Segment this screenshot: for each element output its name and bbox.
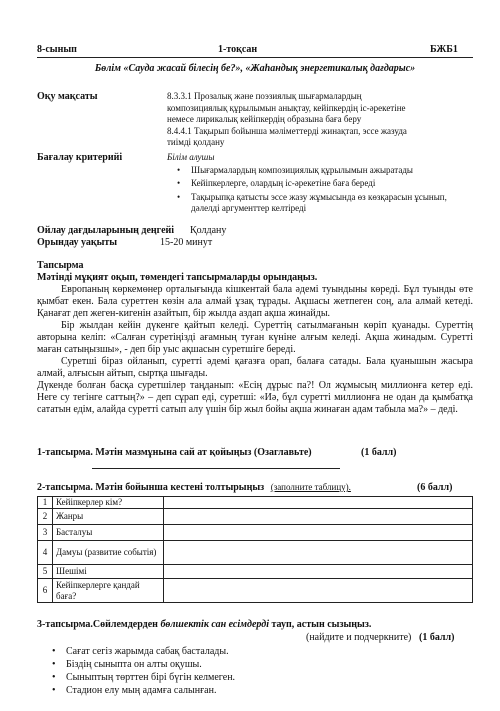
task2-table [37,496,473,603]
story-paragraph: Бір жылдан кейін дүкенге қайтып келеді. Суреттің сатылмағанын көріп қуанады. Суреттің авторына келіп: «Салған суретіңізді ағамның туған күніне алғым келеді. Ақша жинадым. Суретті маған сатыңызшы», - деп бір уыс ақшасын суретшіге береді. [37,320,473,355]
story-paragraph: Европаның көркемөнер орталығында кішкентай бала әдемі туындыны көреді. Бұл туынды өте қымбат екен. Бала суреттен көзін ала алмай ұзақ тұрады. Ақшасы жетпеген соң, ала алмай кетеді. Қанағат деп жеген-кигенін азайтып, бір жылда аздап ақша жинайды. [37,284,473,319]
row-number: 2 [38,509,53,525]
criteria-label: Бағалау критерийі [37,152,123,163]
task3-heading [37,619,371,631]
answer-cell[interactable] [164,565,473,579]
objectives-text [167,91,477,149]
criteria-item: • Тақырыпқа қатысты эссе жазу жұмысында өз көзқарасын ұсынып, дәлелді аргументтер келтіреді [177,192,477,215]
table-row [38,579,473,603]
sentence-item[interactable]: • Стадион елу мың адамға салынған. [52,685,452,697]
task2-subtext: (заполните таблицу). [270,482,351,492]
thinking-level-label: Ойлау дағдыларының деңгейі [37,225,175,236]
quarter-label: 1-тоқсан [218,44,258,55]
sentence-item[interactable]: • Сыныптың төрттен бірі бүгін келмеген. [52,672,452,684]
task3-points: (1 балл) [419,632,455,643]
answer-cell[interactable] [164,509,473,525]
criteria-list [177,165,477,215]
row-number: 1 [38,497,53,509]
task1-answer-line[interactable] [92,468,340,469]
row-question: Дамуы (развитие событія) [53,541,164,565]
table-row [38,565,473,579]
section-title: Бөлім «Сауда жасай білесің бе?», «Жаһандық энергетикалық дағдарыс» [94,63,416,74]
objective-line: 8.4.4.1 Тақырып бойынша мәліметтерді жинақтап, эссе жазуда [167,125,407,136]
task3-text-rest: тауп, астын сызыңыз. [269,619,372,630]
duration-value: 15-20 минут [160,237,213,248]
row-question: Жанры [53,509,164,525]
row-question: Кейіпкерлерге қандай баға? [53,579,164,603]
task3-text: 3-тапсырма.Сөйлемдерден [37,619,161,630]
answer-cell[interactable] [164,579,473,603]
criteria-item: • Кейіпкерлерге, олардың іс-әрекетіне баға береді [177,178,477,190]
row-question: Шешімі [53,565,164,579]
objective-line: 8.3.3.1 Прозалық және поэзиялық шығармалардың [167,91,362,101]
grade-label: 8-сынып [37,44,77,55]
row-number: 6 [38,579,53,603]
task2-points: (6 балл) [417,482,453,493]
task3-ru-instruction: (найдите и подчеркните) [306,632,412,643]
task-heading: Тапсырма [37,260,84,271]
row-number: 3 [38,525,53,541]
table-row [38,525,473,541]
table-row [38,541,473,565]
sentence-item[interactable]: • Біздің сыныпта он алты оқушы. [52,659,452,671]
task3-emphasis: бөлшектік сан есімдерді [160,619,270,630]
task3-sentences [52,646,452,697]
objectives-label: Оқу мақсаты [37,91,98,102]
table-row [38,497,473,509]
story-paragraph: Дүкенде болған басқа суретшілер таңданып: «Есің дұрыс па?! Ол жұмысың миллионға кетер еді. Неге су тегінге саттың?» – деп сұрап еді, суретші: «Иә, бұл суретті миллионға не одан да қымбатқа сататын едім, алайда суретті сатып алу үшін бір жыл бойы ақша жинаған адам табыла ма?» – деді. [37,380,473,415]
duration-label: Орындау уақыты [37,237,118,248]
task-instruction: Мәтінді мұқият оқып, төмендегі тапсырмаларды орындаңыз. [37,272,318,283]
answer-cell[interactable] [164,497,473,509]
objective-line: композициялық құрылымын анықтау, кейіпкердің іс-әрекетіне [167,102,406,113]
row-number: 4 [38,541,53,565]
objective-line: тиімді қолдану [167,137,225,147]
code-label: БЖБ1 [430,44,458,55]
answer-cell[interactable] [164,525,473,541]
story-text [37,284,473,416]
criteria-intro: Білім алушы [167,152,215,162]
task1-points: (1 балл) [361,447,397,458]
story-paragraph: Суретші біраз ойланып, суретті әдемі қағазға орап, балаға сатады. Бала қуанышын жасыра алмай, алғысын айтып, сыртқа шығады. [37,356,473,379]
thinking-level-value: Қолдану [190,225,227,236]
header-divider [37,57,473,58]
table-row [38,509,473,525]
task1-text: 1-тапсырма. Мәтін мазмұнына сай ат қойыңыз (Озаглавьте) [37,447,312,458]
criteria-item: • Шығармалардың композициялық құрылымын ажыратады [177,165,477,177]
answer-cell[interactable] [164,541,473,565]
criteria-block [167,152,477,215]
task2-text: 2-тапсырма. Мәтін бойынша кестені толтырыңыз [37,482,265,493]
sentence-item[interactable]: • Сағат сегіз жарымда сабақ басталады. [52,646,452,658]
row-question: Басталуы [53,525,164,541]
row-number: 5 [38,565,53,579]
task2-heading [37,482,351,494]
row-question: Кейіпкерлер кім? [53,497,164,509]
objective-line: немесе лирикалық кейіпкердің образына баға беру [167,114,362,124]
